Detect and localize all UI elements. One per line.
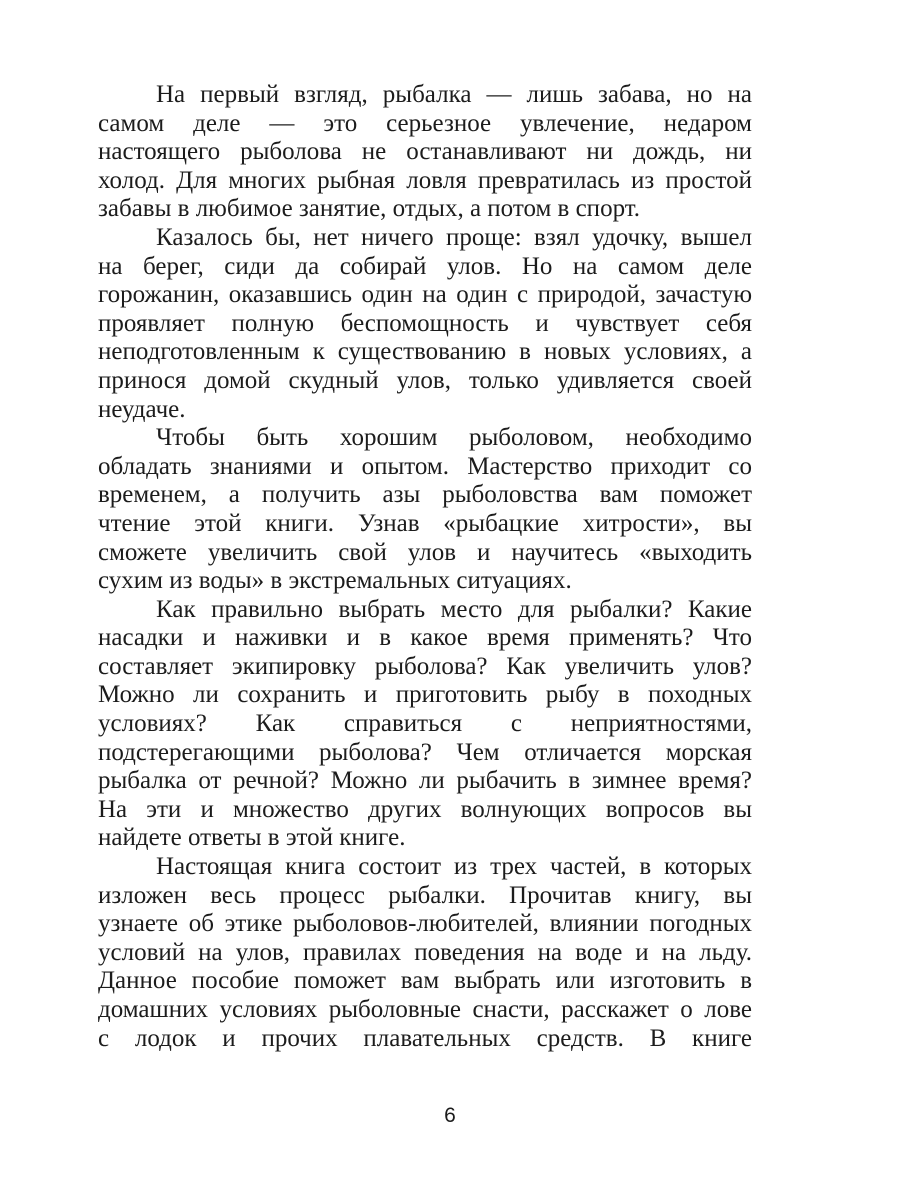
text-line: горожанин, оказавшись один на один с природой, зачастую	[98, 281, 752, 309]
text-line: неподготовленным к существованию в новых условиях, а	[98, 338, 752, 366]
text-line: изложен весь процесс рыбалки. Прочитав книгу, вы	[98, 881, 752, 909]
text-line: рыбалка от речной? Можно ли рыбачить в зимнее время?	[98, 767, 752, 795]
text-line: домашних условиях рыболовные снасти, расскажет о лове	[98, 996, 752, 1023]
text-line: забавы в любимое занятие, отдых, а потом в спорт.	[98, 195, 641, 223]
text-line: условиях? Как справиться с неприятностями,	[98, 710, 752, 738]
text-line: сможете увеличить свой улов и научитесь «выходить	[98, 538, 752, 566]
text-line: проявляет полную беспомощность и чувствует себя	[98, 309, 752, 337]
text-line: самом деле — это серьезное увлечение, недаром	[98, 109, 752, 137]
text-line: насадки и наживки и в какое время применять? Что	[98, 624, 752, 652]
paragraph	[98, 81, 752, 224]
text-line: принося домой скудный улов, только удивляется своей	[98, 366, 752, 394]
page-number: 6	[444, 1104, 456, 1127]
text-line: Настоящая книга состоит из трех частей, в которых	[156, 853, 752, 881]
text-line: сухим из воды» в экстремальных ситуациях.	[98, 567, 572, 595]
paragraph	[98, 424, 752, 596]
text-line: Можно ли сохранить и приготовить рыбу в походных	[98, 681, 752, 709]
text-line: холод. Для многих рыбная ловля превратилась из простой	[98, 166, 752, 194]
text-line: настоящего рыболова не останавливают ни дождь, ни	[98, 138, 752, 166]
text-line: с лодок и прочих плавательных средств. В книге	[98, 1024, 752, 1052]
body-text	[98, 81, 752, 1053]
text-line: На эти и множество других волнующих вопросов вы	[98, 795, 752, 823]
text-line: Как правильно выбрать место для рыбалки? Какие	[156, 595, 752, 623]
text-line: На первый взгляд, рыбалка — лишь забава, но на	[156, 81, 752, 108]
paragraph	[98, 224, 752, 424]
text-line: обладать знаниями и опытом. Мастерство приходит со	[98, 452, 752, 480]
text-line: неудаче.	[98, 395, 186, 423]
text-line: найдете ответы в этой книге.	[98, 824, 406, 852]
text-line: чтение этой книги. Узнав «рыбацкие хитрости», вы	[98, 509, 752, 537]
text-line: узнаете об этике рыболовов-любителей, влиянии погодных	[98, 910, 752, 938]
text-line: подстерегающими рыболова? Чем отличается морская	[98, 738, 752, 766]
paragraph	[98, 853, 752, 1053]
text-line: Данное пособие поможет вам выбрать или изготовить в	[98, 967, 752, 995]
text-line: составляет экипировку рыболова? Как увеличить улов?	[98, 652, 752, 680]
text-line: условий на улов, правилах поведения на воде и на льду.	[98, 938, 752, 966]
paragraph	[98, 596, 752, 853]
text-line: Чтобы быть хорошим рыболовом, необходимо	[156, 424, 752, 452]
text-line: временем, а получить азы рыболовства вам поможет	[98, 481, 752, 509]
text-line: на берег, сиди да собирай улов. Но на самом деле	[98, 252, 752, 280]
text-line: Казалось бы, нет ничего проще: взял удочку, вышел	[156, 223, 752, 251]
